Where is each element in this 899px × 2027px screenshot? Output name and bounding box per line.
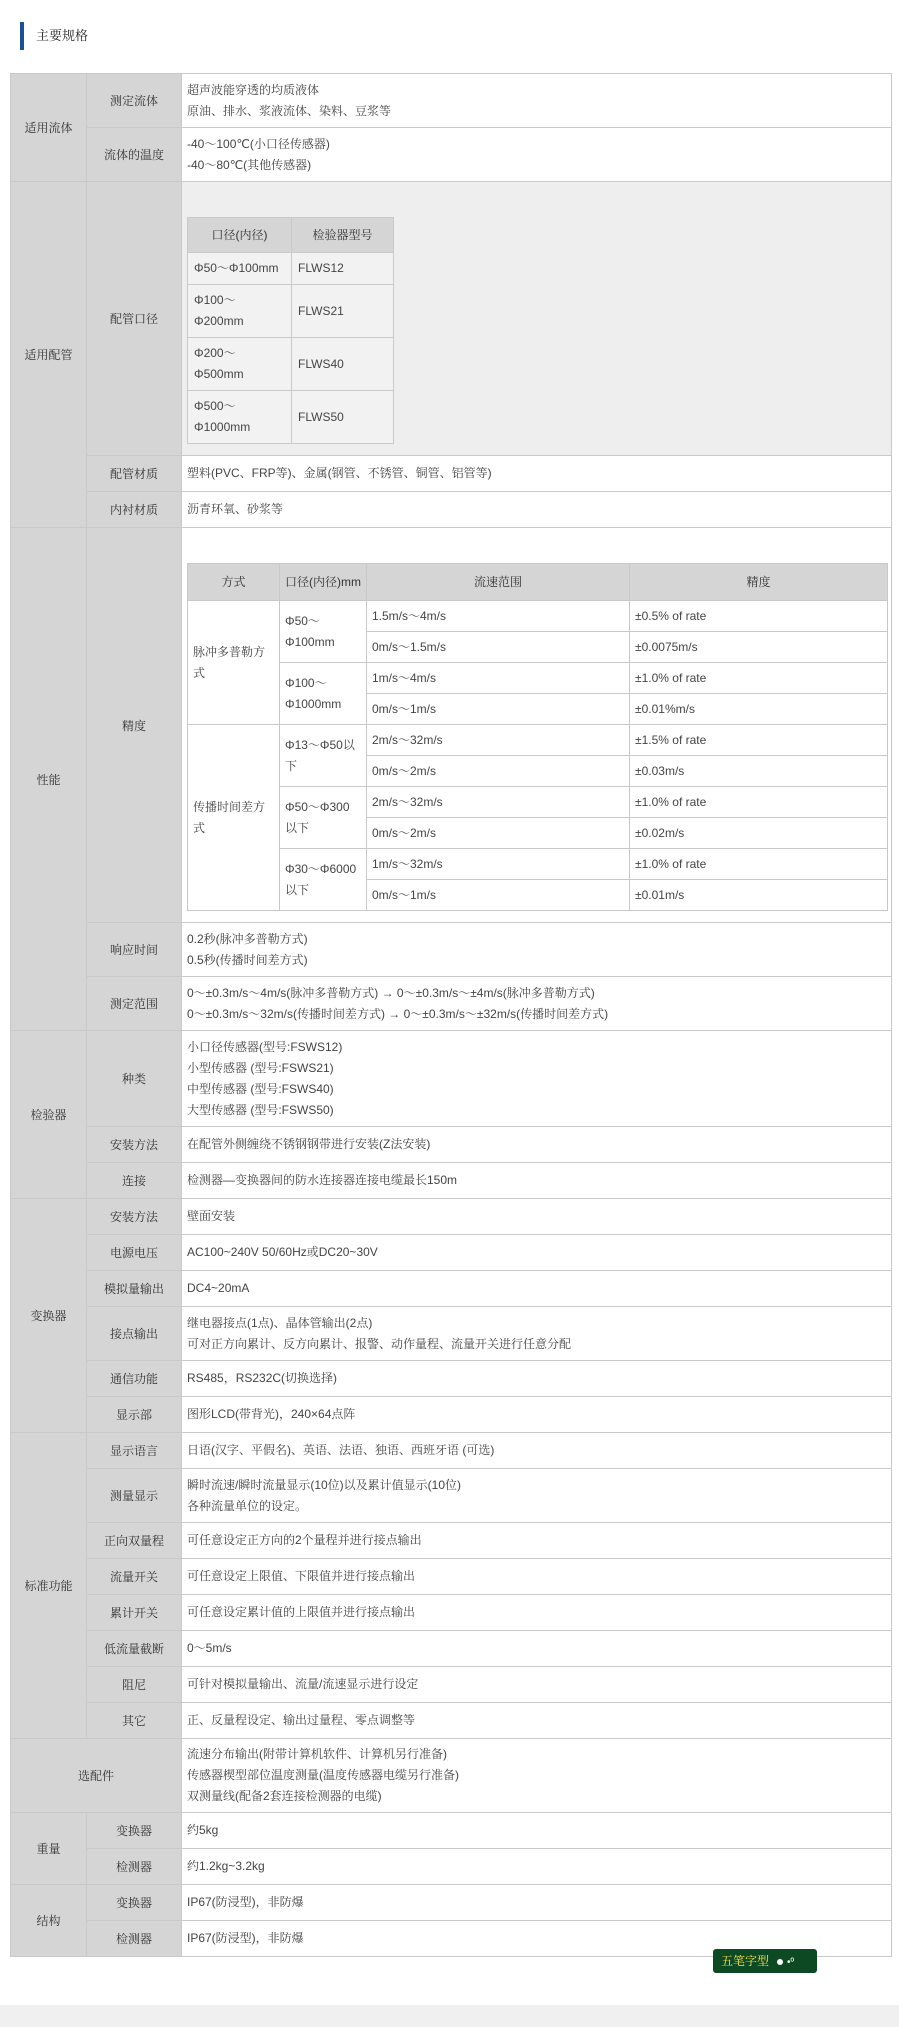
section-title [20,22,88,50]
table-row [188,253,394,285]
value-measure-display [182,1469,892,1523]
table-row [11,1631,892,1667]
table-row [11,1885,892,1921]
value-line: 瞬时流速/瞬时流量显示(10位)以及累计值显示(10位) [187,1477,462,1492]
table-row [11,1397,892,1433]
value-accuracy [182,528,892,923]
table-row [188,663,888,694]
value-detector-type [182,1031,892,1127]
label-communication: 通信功能 [87,1361,182,1397]
value-fluid-temp [182,128,892,182]
range-cell: 2m/s～32m/s [367,787,630,818]
label-detector-install: 安装方法 [87,1127,182,1163]
label-low-flow-cutoff: 低流量截断 [87,1631,182,1667]
value-line: 可对正方向累计、反方向累计、报警、动作量程、流量开关进行任意分配 [187,1336,572,1351]
value-line: 小型传感器 (型号:FSWS21) [187,1060,334,1075]
label-structure-converter: 变换器 [87,1885,182,1921]
value-weight-converter: 约5kg [182,1813,892,1849]
group-weight: 重量 [11,1813,87,1885]
value-line: 超声波能穿透的均质液体 [187,82,320,97]
value-lining-material: 沥青环氧、砂浆等 [182,492,892,528]
value-total-switch: 可任意设定累计值的上限值并进行接点输出 [182,1595,892,1631]
model-cell: FLWS40 [292,338,394,391]
table-row [188,285,394,338]
accuracy-header-range: 流速范围 [367,564,630,601]
value-line: 传感器楔型部位温度测量(温度传感器电缆另行准备) [187,1768,459,1782]
accuracy-cell: ±1.0% of rate [630,787,888,818]
model-cell: FLWS12 [292,253,394,285]
range-cell: 1m/s～4m/s [367,663,630,694]
table-row [11,1703,892,1739]
table-row [11,923,892,977]
accuracy-cell: ±0.02m/s [630,818,888,849]
label-analog-output: 模拟量输出 [87,1271,182,1307]
diameter-cell: Φ200～ Φ500mm [188,338,292,391]
group-detector: 检验器 [11,1031,87,1199]
table-row [11,128,892,182]
accuracy-cell: ±0.01m/s [630,880,888,911]
value-line: 0～±0.3m/s～32m/s(传播时间差方式) → 0～±0.3m/s～±32m/s(传播时间差方式) [187,1006,609,1021]
more-icon: •º [787,1957,795,1968]
model-cell: FLWS21 [292,285,394,338]
value-pipe-material: 塑料(PVC、FRP等)、金属(钢管、不锈管、铜管、铝管等) [182,456,892,492]
value-line: 中型传感器 (型号:FSWS40) [187,1081,334,1096]
diameter-cell: Φ100～ Φ1000mm [280,663,367,725]
label-detector-type: 种类 [87,1031,182,1127]
table-row [11,456,892,492]
diameter-cell: Φ100～ Φ200mm [188,285,292,338]
diameter-cell: Φ30～Φ6000 以下 [280,849,367,911]
group-performance: 性能 [11,528,87,1031]
value-analog-output: DC4~20mA [182,1271,892,1307]
value-measure-fluid [182,74,892,128]
label-other: 其它 [87,1703,182,1739]
range-cell: 0m/s～1m/s [367,880,630,911]
table-row [11,1433,892,1469]
table-row [11,182,892,456]
label-power-voltage: 电源电压 [87,1235,182,1271]
range-cell: 0m/s～1m/s [367,694,630,725]
value-line: 原油、排水、浆液流体、染料、豆浆等 [187,103,392,118]
accuracy-header-method: 方式 [188,564,280,601]
label-accuracy: 精度 [87,528,182,923]
label-fluid-temp: 流体的温度 [87,128,182,182]
accuracy-header-diameter: 口径(内径)mm [280,564,367,601]
model-cell: FLWS50 [292,391,394,444]
accuracy-cell: ±0.5% of rate [630,601,888,632]
range-cell: 0m/s～2m/s [367,756,630,787]
value-communication: RS485，RS232C(切换选择) [182,1361,892,1397]
table-row [11,1235,892,1271]
badge-label: 五笔字型 [721,1954,770,1968]
spec-table [10,73,892,1957]
diameter-table [187,217,394,444]
label-pipe-material: 配管材质 [87,456,182,492]
value-structure-converter: IP67(防浸型)，非防爆 [182,1885,892,1921]
diameter-cell: Φ50～Φ100mm [188,253,292,285]
label-flow-switch: 流量开关 [87,1559,182,1595]
range-cell: 1.5m/s～4m/s [367,601,630,632]
table-row [11,1559,892,1595]
group-pipe: 适用配管 [11,182,87,528]
table-row [188,849,888,880]
table-row [11,1199,892,1235]
table-row [11,528,892,923]
value-display-language: 日语(汉字、平假名)、英语、法语、独语、西班牙语 (可选) [182,1433,892,1469]
value-other: 正、反量程设定、输出过量程、零点调整等 [182,1703,892,1739]
diameter-header-diam: 口径(内径) [188,218,292,253]
table-row [11,1667,892,1703]
value-line: 继电器接点(1点)、晶体管输出(2点) [187,1315,373,1330]
table-row [11,1361,892,1397]
range-cell: 1m/s～32m/s [367,849,630,880]
label-display: 显示部 [87,1397,182,1433]
value-structure-detector: IP67(防浸型)，非防爆 [182,1921,892,1957]
value-line: 大型传感器 (型号:FSWS50) [187,1102,334,1117]
table-row [11,1849,892,1885]
value-display: 图形LCD(带背光)，240×64点阵 [182,1397,892,1433]
value-line: 0～±0.3m/s～4m/s(脉冲多普勒方式) → 0～±0.3m/s～±4m/s(脉冲多普勒方式) [187,985,595,1000]
value-response-time [182,923,892,977]
table-row [188,725,888,756]
group-fluid: 适用流体 [11,74,87,182]
value-pipe-diameter [182,182,892,456]
table-row [11,1271,892,1307]
label-lining-material: 内衬材质 [87,492,182,528]
value-damping: 可针对模拟量输出、流量/流速显示进行设定 [182,1667,892,1703]
value-low-flow-cutoff: 0～5m/s [182,1631,892,1667]
diameter-cell: Φ50～Φ300 以下 [280,787,367,849]
value-line: 双测量线(配备2套连接检测器的电缆) [187,1789,382,1803]
value-contact-output [182,1307,892,1361]
input-method-badge[interactable] [713,1949,817,1973]
diameter-cell: Φ13～Φ50以 下 [280,725,367,787]
label-contact-output: 接点输出 [87,1307,182,1361]
table-row [11,1307,892,1361]
table-row [188,391,394,444]
table-row [188,338,394,391]
label-detector-connection: 连接 [87,1163,182,1199]
label-display-language: 显示语言 [87,1433,182,1469]
label-pipe-diameter: 配管口径 [87,182,182,456]
accuracy-cell: ±1.5% of rate [630,725,888,756]
table-row [11,74,892,128]
table-row [11,1813,892,1849]
value-weight-detector: 约1.2kg~3.2kg [182,1849,892,1885]
value-line: 0.5秒(传播时间差方式) [187,952,308,967]
value-line: 各种流量单位的设定。 [187,1498,308,1513]
label-weight-detector: 检测器 [87,1849,182,1885]
label-response-time: 响应时间 [87,923,182,977]
accuracy-cell: ±0.0075m/s [630,632,888,663]
value-detector-install: 在配管外侧缠绕不锈钢钢带进行安装(Z法安装) [182,1127,892,1163]
label-measure-fluid: 测定流体 [87,74,182,128]
table-row [11,1523,892,1559]
accuracy-cell: ±1.0% of rate [630,663,888,694]
table-row [11,1469,892,1523]
value-line: 流速分布输出(附带计算机软件、计算机另行准备) [187,1747,447,1761]
label-dual-range: 正向双量程 [87,1523,182,1559]
value-line: -40～100℃(小口径传感器) [187,136,330,151]
method-cell: 传播时间差方 式 [188,725,280,911]
section-title-text: 主要规格 [36,28,89,43]
range-cell: 0m/s～1.5m/s [367,632,630,663]
label-damping: 阻尼 [87,1667,182,1703]
table-row [11,1127,892,1163]
table-row [11,1031,892,1127]
table-row [188,787,888,818]
value-options [182,1739,892,1813]
table-row [11,977,892,1031]
group-standard: 标准功能 [11,1433,87,1739]
value-detector-connection: 检测器—变换器间的防水连接器连接电缆最长150m [182,1163,892,1199]
table-row [11,1163,892,1199]
diameter-cell: Φ50～ Φ100mm [280,601,367,663]
group-converter: 变换器 [11,1199,87,1433]
table-row [11,1739,892,1813]
accuracy-header-accuracy: 精度 [630,564,888,601]
range-cell: 2m/s～32m/s [367,725,630,756]
label-options: 选配件 [11,1739,182,1813]
diameter-header-model: 检验器型号 [292,218,394,253]
table-row [188,601,888,632]
accuracy-cell: ±0.01%m/s [630,694,888,725]
value-line: -40～80℃(其他传感器) [187,157,312,172]
accuracy-cell: ±1.0% of rate [630,849,888,880]
label-total-switch: 累计开关 [87,1595,182,1631]
value-converter-install: 壁面安装 [182,1199,892,1235]
value-flow-switch: 可任意设定上限值、下限值并进行接点输出 [182,1559,892,1595]
method-cell: 脉冲多普勒方 式 [188,601,280,725]
table-row [11,492,892,528]
label-weight-converter: 变换器 [87,1813,182,1849]
footer-band [0,2005,899,2027]
label-measure-display: 测量显示 [87,1469,182,1523]
label-structure-detector: 检测器 [87,1921,182,1957]
dot-icon [777,1959,783,1965]
value-line: 小口径传感器(型号:FSWS12) [187,1039,343,1054]
diameter-cell: Φ500～ Φ1000mm [188,391,292,444]
value-power-voltage: AC100~240V 50/60Hz或DC20~30V [182,1235,892,1271]
value-measure-range [182,977,892,1031]
range-cell: 0m/s～2m/s [367,818,630,849]
accuracy-table [187,563,888,911]
label-converter-install: 安装方法 [87,1199,182,1235]
label-measure-range: 测定范围 [87,977,182,1031]
table-row [11,1595,892,1631]
value-line: 0.2秒(脉冲多普勒方式) [187,931,308,946]
group-structure: 结构 [11,1885,87,1957]
value-dual-range: 可任意设定正方向的2个量程并进行接点输出 [182,1523,892,1559]
accuracy-cell: ±0.03m/s [630,756,888,787]
